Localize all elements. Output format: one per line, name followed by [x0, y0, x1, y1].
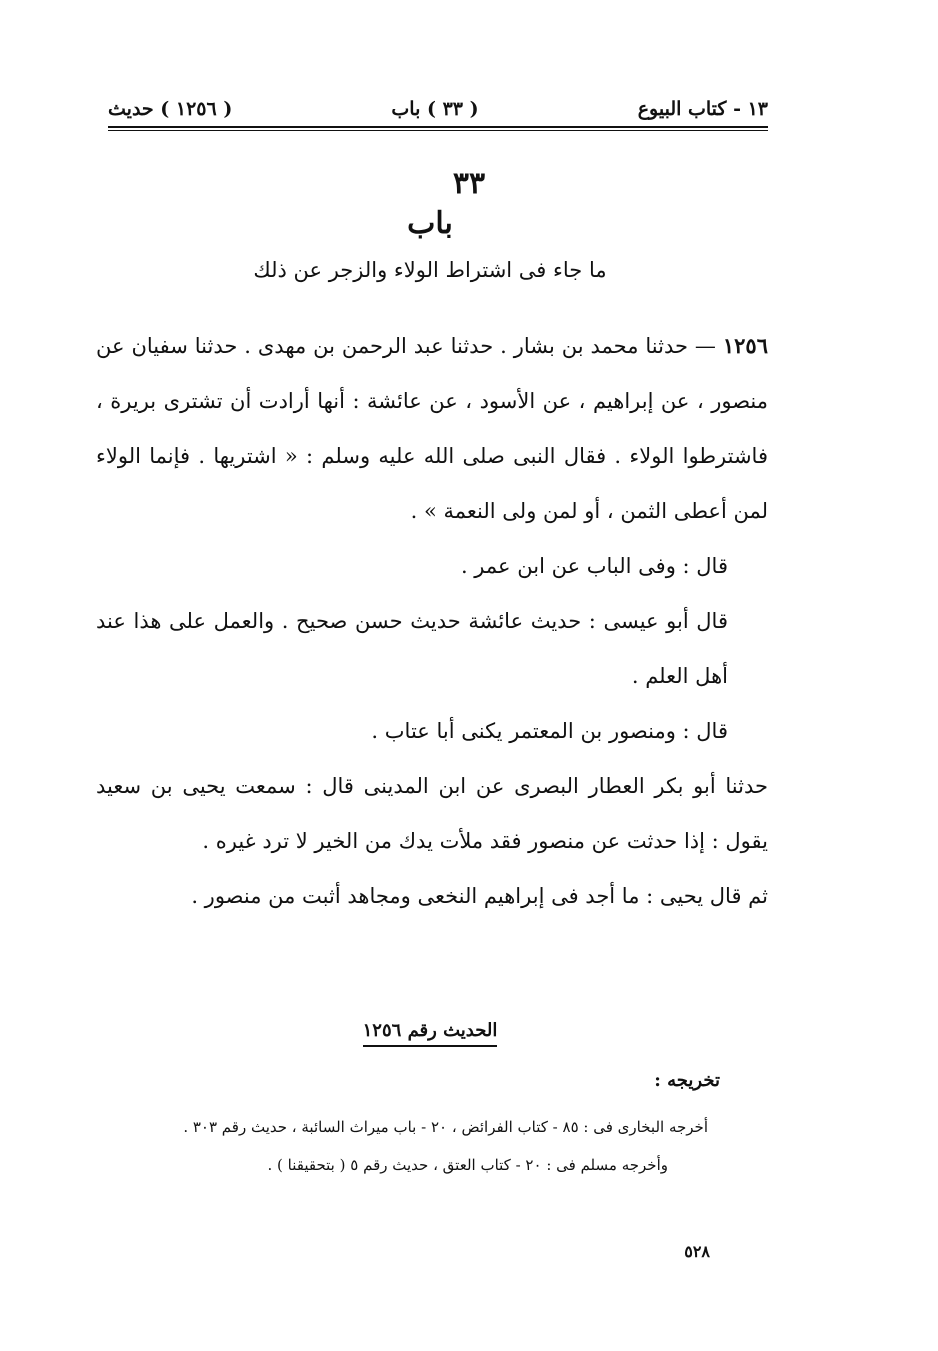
- takhrij-label: تخريجه :: [654, 1070, 720, 1091]
- footnote-line: أخرجه البخارى فى : ٨٥ - كتاب الفرائض ، ٢٠ - باب ميراث السائبة ، حديث رقم ٣٠٣ .: [183, 1118, 708, 1136]
- hadith-dash: —: [688, 334, 716, 358]
- commentary-paragraph: ثم قال يحيى : ما أجد فى إبراهيم النخعى ومجاهد أثبت من منصور .: [191, 884, 768, 908]
- footnote-heading: [0, 1020, 860, 1041]
- hadith-number: ١٢٥٦: [722, 333, 768, 358]
- header-rule: [108, 126, 768, 128]
- commentary-paragraph: قال أبو عيسى : حديث عائشة حديث حسن صحيح . والعمل على هذا عند أهل العلم .: [96, 609, 728, 688]
- footnotes: [96, 1108, 708, 1184]
- chapter-number: ٣٣: [452, 166, 486, 201]
- header-rule-thin: [108, 130, 768, 131]
- footnote-line: وأخرجه مسلم فى : ٢٠ - كتاب العتق ، حديث رقم ٥ ( بتحقيقنا ) .: [267, 1156, 668, 1174]
- commentary-paragraph: حدثنا أبو بكر العطار البصرى عن ابن المدينى قال : سمعت يحيى بن سعيد يقول : إذا حدثت عن منصور فقد ملأت يدك من الخير لا ترد غيره .: [96, 774, 768, 853]
- hadith-body: [96, 318, 768, 924]
- running-header-hadith: ( ١٢٥٦ ) حديث: [108, 98, 233, 120]
- chapter-word: باب: [407, 206, 453, 241]
- hadith-text: حدثنا محمد بن بشار . حدثنا عبد الرحمن بن مهدى . حدثنا سفيان عن منصور ، عن إبراهيم ، عن الأسود ، عن عائشة : أنها أرادت أن تشترى بريرة ، فاشترطوا الولاء . فقال النبى صلى الله عليه وسلم : « اشتريها . فإنما الولاء لمن أعطى الثمن ، أو لمن ولى النعمة » .: [96, 334, 768, 523]
- running-header: [108, 92, 768, 126]
- page-number: ٥٢٨: [684, 1242, 710, 1261]
- chapter-title: ما جاء فى اشتراط الولاء والزجر عن ذلك: [253, 258, 607, 282]
- commentary-paragraph: قال : ومنصور بن المعتمر يكنى أبا عتاب .: [371, 719, 728, 743]
- running-header-chapter: ( ٣٣ ) باب: [391, 98, 479, 120]
- hadith-paragraph: [96, 318, 768, 539]
- running-header-book: ١٣ - كتاب البيوع: [637, 98, 768, 120]
- footnote-heading-text: الحديث رقم ١٢٥٦: [363, 1020, 498, 1047]
- commentary-paragraph: قال : وفى الباب عن ابن عمر .: [460, 554, 728, 578]
